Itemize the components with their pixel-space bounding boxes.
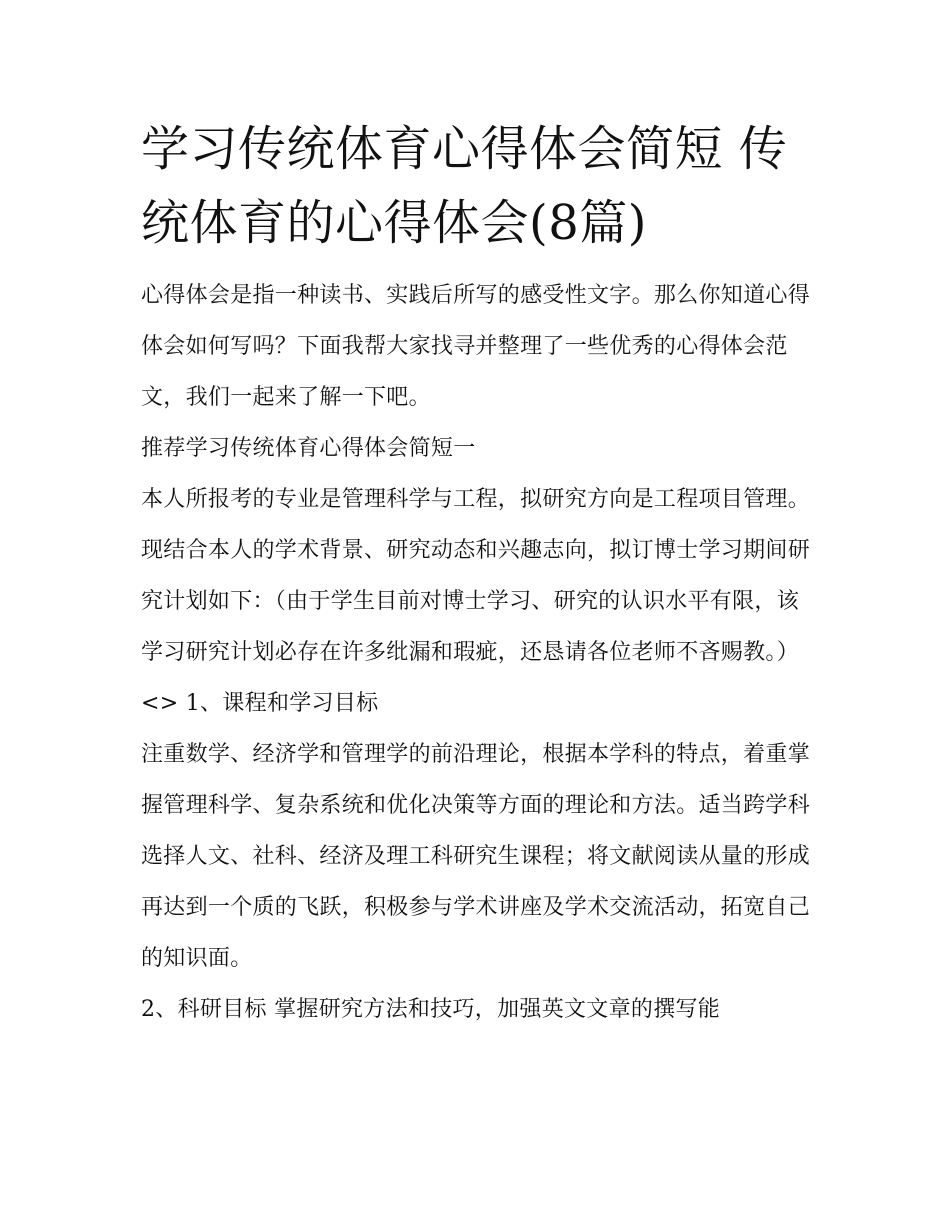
document-title: 学习传统体育心得体会简短 传统体育的心得体会(8篇)	[141, 121, 788, 251]
body-paragraph-2: 注重数学、经济学和管理学的前沿理论，根据本学科的特点，着重掌握管理科学、复杂系统和优化决策等方面的理论和方法。适当跨学科选择人文、社科、经济及理工科研究生课程；将文献阅读从量的形成再达到一个质的飞跃，积极参与学术讲座及学术交流活动，拓宽自己的知识面。	[141, 742, 811, 971]
intro-paragraph: 心得体会是指一种读书、实践后所写的感受性文字。那么你知道心得体会如何写吗？下面我帮大家找寻并整理了一些优秀的心得体会范文，我们一起来了解一下吧。	[141, 283, 811, 410]
body-paragraph-1: 本人所报考的专业是管理科学与工程，拟研究方向是工程项目管理。现结合本人的学术背景、研究动态和兴趣志向，拟订博士学习期间研究计划如下：（由于学生目前对博士学习、研究的认识水平有限，该学习研究计划必存在许多纰漏和瑕疵，还恳请各位老师不吝赐教。）	[141, 487, 811, 665]
subheading-courses: <> 1、课程和学习目标	[141, 691, 379, 716]
section-heading: 推荐学习传统体育心得体会简短一	[141, 436, 476, 461]
body-paragraph-3: 2、科研目标 掌握研究方法和技巧，加强英文文章的撰写能	[141, 997, 721, 1022]
document-page	[141, 112, 813, 1035]
